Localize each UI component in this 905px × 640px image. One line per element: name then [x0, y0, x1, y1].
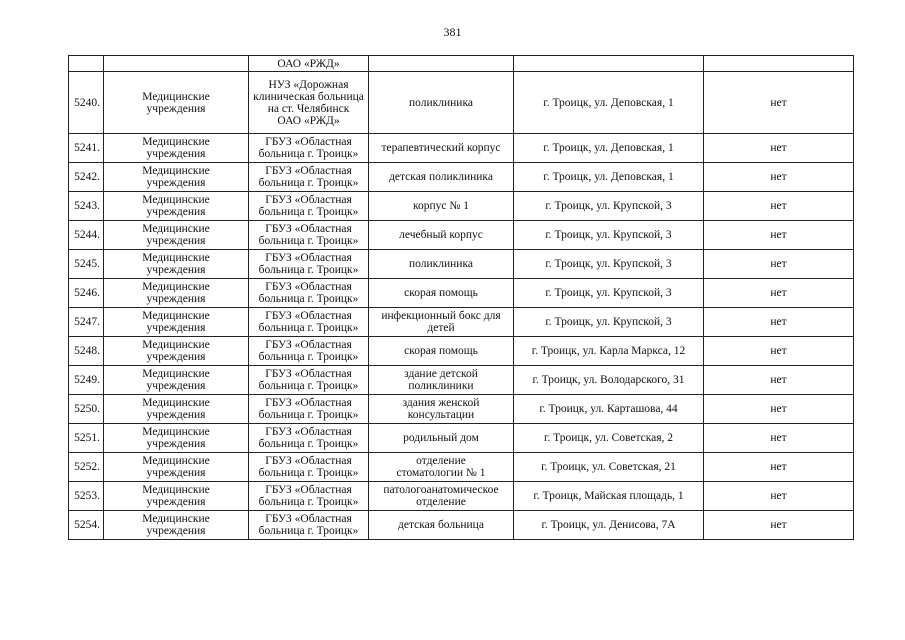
cell-organization [249, 250, 369, 279]
category-line: учреждения [146, 102, 206, 115]
cell-number: 5253. [69, 482, 104, 511]
object-line: детская больница [398, 519, 484, 531]
cell-object [369, 134, 514, 163]
cell-address [514, 56, 704, 72]
continuation-row [69, 56, 854, 72]
object-line: отделение [416, 455, 466, 467]
cell-status: нет [704, 424, 854, 453]
organization-line: больница г. Троицк» [258, 525, 359, 537]
category-line: учреждения [146, 293, 206, 305]
cell-address: г. Троицк, ул. Крупской, 3 [514, 192, 704, 221]
cell-object [369, 424, 514, 453]
category-line: Медицинские [142, 455, 210, 467]
object-line: поликлиника [409, 258, 473, 270]
cell-organization [249, 511, 369, 540]
category-line: Медицинские [142, 252, 210, 264]
cell-address: г. Троицк, ул. Крупской, 3 [514, 250, 704, 279]
table-row [69, 72, 854, 134]
cell-object [369, 511, 514, 540]
organization-line: ГБУЗ «Областная [265, 223, 352, 235]
organization-line: ГБУЗ «Областная [265, 484, 352, 496]
cell-category [104, 395, 249, 424]
organization-line: ГБУЗ «Областная [265, 194, 352, 206]
cell-object [369, 453, 514, 482]
cell-organization [249, 482, 369, 511]
category-line: Медицинские [142, 223, 210, 235]
organization-line: ОАО «РЖД» [277, 114, 340, 127]
cell-category [104, 250, 249, 279]
cell-number: 5254. [69, 511, 104, 540]
cell-object [369, 395, 514, 424]
category-line: Медицинские [142, 484, 210, 496]
cell-organization [249, 308, 369, 337]
cell-number: 5242. [69, 163, 104, 192]
cell-number: 5240. [69, 72, 104, 134]
cell-category [104, 163, 249, 192]
category-line: Медицинские [142, 310, 210, 322]
organization-line: больница г. Троицк» [258, 177, 359, 189]
category-line: Медицинские [142, 281, 210, 293]
object-line: родильный дом [403, 432, 479, 444]
category-line: учреждения [146, 264, 206, 276]
page-number: 381 [443, 25, 462, 39]
cell-status: нет [704, 337, 854, 366]
organization-line: больница г. Троицк» [258, 264, 359, 276]
organization-line: ГБУЗ «Областная [265, 513, 352, 525]
cell-organization [249, 221, 369, 250]
object-line: здания женской [402, 397, 480, 409]
cell-status: нет [704, 134, 854, 163]
cell-address: г. Троицк, ул. Деповская, 1 [514, 72, 704, 134]
cell-number: 5249. [69, 366, 104, 395]
cell-object [369, 337, 514, 366]
cell-status: нет [704, 250, 854, 279]
cell-status: нет [704, 221, 854, 250]
cell-organization [249, 163, 369, 192]
cell-category [104, 424, 249, 453]
cell-object [369, 192, 514, 221]
cell-organization [249, 395, 369, 424]
organization-line: ГБУЗ «Областная [265, 136, 352, 148]
object-line: терапевтический корпус [381, 142, 501, 154]
cell-address: г. Троицк, ул. Крупской, 3 [514, 279, 704, 308]
object-line: лечебный корпус [399, 229, 483, 241]
cell-category [104, 56, 249, 72]
object-line: детей [427, 322, 455, 334]
cell-object [369, 250, 514, 279]
cell-organization [249, 279, 369, 308]
table-row [69, 482, 854, 511]
category-line: учреждения [146, 467, 206, 479]
cell-number: 5241. [69, 134, 104, 163]
cell-category [104, 221, 249, 250]
cell-address: г. Троицк, ул. Советская, 2 [514, 424, 704, 453]
cell-category [104, 511, 249, 540]
organization-line: больница г. Троицк» [258, 438, 359, 450]
organization-line: больница г. Троицк» [258, 351, 359, 363]
cell-category [104, 366, 249, 395]
table-row [69, 192, 854, 221]
category-line: учреждения [146, 409, 206, 421]
registry-table [68, 55, 854, 540]
organization-line: больница г. Троицк» [258, 409, 359, 421]
cell-object [369, 279, 514, 308]
category-line: учреждения [146, 206, 206, 218]
category-line: учреждения [146, 380, 206, 392]
category-line: Медицинские [142, 368, 210, 380]
object-line: поликлиника [409, 96, 473, 109]
table-row [69, 453, 854, 482]
table-row [69, 134, 854, 163]
cell-address: г. Троицк, ул. Карташова, 44 [514, 395, 704, 424]
cell-address: г. Троицк, ул. Советская, 21 [514, 453, 704, 482]
cell-number: 5246. [69, 279, 104, 308]
cell-status [704, 56, 854, 72]
cell-object [369, 163, 514, 192]
cell-status: нет [704, 192, 854, 221]
cell-category [104, 134, 249, 163]
cell-status: нет [704, 453, 854, 482]
cell-address: г. Троицк, ул. Крупской, 3 [514, 308, 704, 337]
cell-status: нет [704, 395, 854, 424]
cell-number: 5252. [69, 453, 104, 482]
cell-organization [249, 366, 369, 395]
cell-status: нет [704, 482, 854, 511]
cell-object [369, 308, 514, 337]
cell-address: г. Троицк, ул. Денисова, 7А [514, 511, 704, 540]
category-line: учреждения [146, 322, 206, 334]
organization-line: больница г. Троицк» [258, 322, 359, 334]
organization-line: ОАО «РЖД» [277, 57, 340, 70]
object-line: скорая помощь [404, 287, 478, 299]
organization-line: ГБУЗ «Областная [265, 426, 352, 438]
cell-category [104, 337, 249, 366]
category-line: Медицинские [142, 194, 210, 206]
category-line: учреждения [146, 496, 206, 508]
cell-address: г. Троицк, ул. Крупской, 3 [514, 221, 704, 250]
cell-address: г. Троицк, ул. Деповская, 1 [514, 134, 704, 163]
cell-category [104, 279, 249, 308]
cell-number: 5243. [69, 192, 104, 221]
cell-organization [249, 337, 369, 366]
category-line: Медицинские [142, 165, 210, 177]
organization-line: больница г. Троицк» [258, 380, 359, 392]
cell-address: г. Троицк, ул. Володарского, 31 [514, 366, 704, 395]
table-row [69, 511, 854, 540]
category-line: учреждения [146, 438, 206, 450]
cell-status: нет [704, 511, 854, 540]
cell-status: нет [704, 308, 854, 337]
category-line: учреждения [146, 148, 206, 160]
organization-line: ГБУЗ «Областная [265, 339, 352, 351]
organization-line: ГБУЗ «Областная [265, 252, 352, 264]
category-line: учреждения [146, 351, 206, 363]
organization-line: ГБУЗ «Областная [265, 310, 352, 322]
object-line: скорая помощь [404, 345, 478, 357]
organization-line: ГБУЗ «Областная [265, 281, 352, 293]
object-line: стоматологии № 1 [396, 467, 486, 479]
organization-line: клиническая больница [253, 90, 364, 103]
cell-object [369, 56, 514, 72]
cell-category [104, 482, 249, 511]
cell-status: нет [704, 163, 854, 192]
category-line: Медицинские [142, 339, 210, 351]
table-row [69, 308, 854, 337]
cell-organization [249, 192, 369, 221]
category-line: Медицинские [142, 426, 210, 438]
cell-number: 5251. [69, 424, 104, 453]
organization-line: больница г. Троицк» [258, 496, 359, 508]
cell-category [104, 72, 249, 134]
category-line: учреждения [146, 235, 206, 247]
category-line: Медицинские [142, 136, 210, 148]
table-body [69, 56, 854, 540]
cell-status: нет [704, 72, 854, 134]
table-row [69, 366, 854, 395]
table-row [69, 163, 854, 192]
cell-address: г. Троицк, ул. Деповская, 1 [514, 163, 704, 192]
table-row [69, 424, 854, 453]
cell-address: г. Троицк, Майская площадь, 1 [514, 482, 704, 511]
object-line: поликлиники [408, 380, 474, 392]
cell-number: 5248. [69, 337, 104, 366]
cell-organization [249, 72, 369, 134]
organization-line: на ст. Челябинск [267, 102, 350, 115]
cell-object [369, 482, 514, 511]
cell-status: нет [704, 366, 854, 395]
organization-line: больница г. Троицк» [258, 235, 359, 247]
object-line: корпус № 1 [413, 200, 469, 212]
cell-organization [249, 453, 369, 482]
cell-category [104, 308, 249, 337]
cell-number [69, 56, 104, 72]
cell-category [104, 192, 249, 221]
cell-category [104, 453, 249, 482]
cell-number: 5245. [69, 250, 104, 279]
table-row [69, 250, 854, 279]
cell-number: 5250. [69, 395, 104, 424]
organization-line: ГБУЗ «Областная [265, 165, 352, 177]
organization-line: больница г. Троицк» [258, 293, 359, 305]
cell-number: 5244. [69, 221, 104, 250]
cell-number: 5247. [69, 308, 104, 337]
category-line: Медицинские [142, 397, 210, 409]
table-row [69, 337, 854, 366]
category-line: учреждения [146, 177, 206, 189]
object-line: инфекционный бокс для [381, 310, 501, 322]
cell-address: г. Троицк, ул. Карла Маркса, 12 [514, 337, 704, 366]
object-line: патологоанатомическое [383, 484, 499, 496]
table-row [69, 395, 854, 424]
category-line: Медицинские [142, 513, 210, 525]
object-line: здание детской [404, 368, 478, 380]
organization-line: больница г. Троицк» [258, 148, 359, 160]
cell-object [369, 221, 514, 250]
table-row [69, 221, 854, 250]
cell-organization [249, 56, 369, 72]
organization-line: ГБУЗ «Областная [265, 455, 352, 467]
cell-status: нет [704, 279, 854, 308]
category-line: Медицинские [142, 90, 210, 103]
cell-organization [249, 424, 369, 453]
object-line: консультации [407, 409, 475, 421]
cell-organization [249, 134, 369, 163]
cell-object [369, 72, 514, 134]
object-line: отделение [416, 496, 466, 508]
organization-line: ГБУЗ «Областная [265, 397, 352, 409]
table-row [69, 279, 854, 308]
organization-line: НУЗ «Дорожная [268, 78, 349, 91]
organization-line: ГБУЗ «Областная [265, 368, 352, 380]
category-line: учреждения [146, 525, 206, 537]
cell-object [369, 366, 514, 395]
object-line: детская поликлиника [389, 171, 493, 183]
organization-line: больница г. Троицк» [258, 467, 359, 479]
organization-line: больница г. Троицк» [258, 206, 359, 218]
